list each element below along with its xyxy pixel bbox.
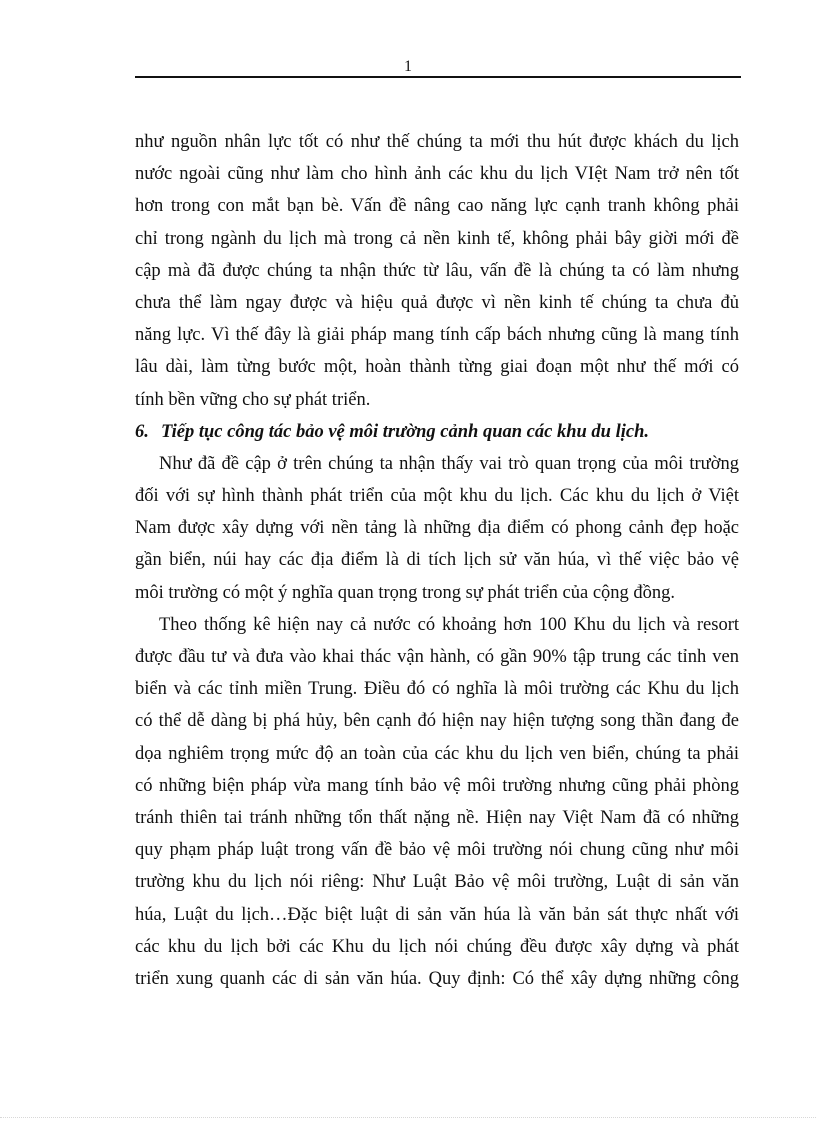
page-number: 1 [404,58,412,75]
text-line: quy phạm pháp luật trong vấn đề bảo vệ môi trường nói chung cũng như môi [135,840,739,861]
text-line: cập mà đã được chúng ta nhận thức từ lâu, vấn đề là chúng ta có làm nhưng [135,260,739,281]
text-line: triển xung quanh các di sản văn húa. Quy định: Có thể xây dựng những công [135,968,739,989]
footer-divider [0,1117,816,1118]
text-line: biển và các tỉnh miền Trung. Điều đó có nghĩa là môi trường các Khu du lịch [135,679,739,700]
text-line: tránh thiên tai tránh những tổn thất nặng nề. Hiện nay Việt Nam đã có những [135,807,739,828]
text-line: lâu dài, làm từng bước một, hoàn thành từng giai đoạn một như thế mới có [135,357,739,378]
text-line: húa, Luật du lịch…Đặc biệt luật di sản văn húa là văn bản sát thực nhất với [135,904,739,925]
section-heading [135,416,739,448]
paragraph-3 [135,609,739,995]
text-line: gần biển, núi hay các địa điểm là di tích lịch sử văn húa, vì thế việc bảo vệ [135,550,739,571]
text-line: tính bền vững cho sự phát triển. [135,389,371,410]
text-line: dọa nghiêm trọng mức độ an toàn của các khu du lịch ven biển, chúng ta phải [135,743,739,764]
text-line: trường khu du lịch nói riêng: Như Luật Bảo vệ môi trường, Luật di sản văn [135,872,739,893]
paragraph-1 [135,126,739,416]
text-line: hơn trong con mắt bạn bè. Vấn đề nâng cao năng lực cạnh tranh không phải [135,196,739,217]
text-line: môi trường có một ý nghĩa quan trọng trong sự phát triển của cộng đồng. [135,582,676,603]
text-line: chưa thể làm ngay được và hiệu quả được vì nền kinh tế chúng ta chưa đủ [135,292,739,313]
text-line: Theo thống kê hiện nay cả nước có khoảng hơn 100 Khu du lịch và resort [159,614,739,635]
text-line: như nguồn nhân lực tốt có như thế chúng ta mới thu hút được khách du lịch [135,132,739,152]
text-line: đối với sự hình thành phát triển của một khu du lịch. Các khu du lịch ở Việt [135,486,739,507]
section-number: 6. [135,421,149,442]
text-line: có những biện pháp vừa mang tính bảo vệ môi trường nhưng cũng phải phòng [135,775,739,796]
text-line: chỉ trong ngành du lịch mà trong cả nền kinh tế, không phải bây giời mới đề [135,228,739,249]
header-rule [135,76,741,78]
text-line: Như đã đề cập ở trên chúng ta nhận thấy vai trò quan trọng của môi trường [159,453,739,474]
paragraph-2 [135,448,739,609]
document-body [135,126,739,995]
text-line: các khu du lịch bởi các Khu du lịch nói chúng đều được xây dựng và phát [135,936,739,957]
text-line: nước ngoài cũng như làm cho hình ảnh các khu du lịch VIệt Nam trở nên tốt [135,164,739,185]
text-line: có thể dễ dàng bị phá hủy, bên cạnh đó hiện nay hiện tượng song thần đang đe [135,711,739,732]
text-line: được đầu tư và đưa vào khai thác vận hành, có gần 90% tập trung các tỉnh ven [135,647,739,667]
text-line: Nam được xây dựng với nền tảng là những địa điểm có phong cảnh đẹp hoặc [135,518,739,539]
text-line: năng lực. Vì thế đây là giải pháp mang tính cấp bách nhưng cũng là mang tính [135,325,739,346]
section-title: Tiếp tục công tác bảo vệ môi trường cảnh quan các khu du lịch. [161,421,649,442]
